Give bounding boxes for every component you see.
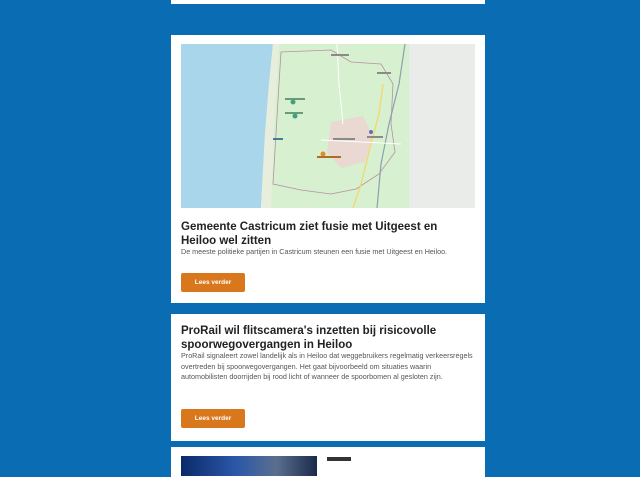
article-image-map[interactable]: [181, 44, 475, 208]
article-description: ProRail signaleert zowel landelijk als in Heiloo dat weggebruikers regelmatig verkeersregels overtreden bij spoorwegovergangen. Het gaat bijvoorbeeld om situaties waarin automobilisten doorrijden bij rood licht of wanneer de spoorbomen al gesloten zijn.: [181, 351, 473, 381]
read-more-button[interactable]: Lees verder: [181, 273, 245, 292]
article-description: De meeste politieke partijen in Castricum steunen een fusie met Uitgeest en Heiloo.: [181, 247, 448, 256]
article-title[interactable]: ProRail wil flitscamera's inzetten bij risicovolle spoorwegovergangen in Heiloo: [181, 325, 437, 351]
article-image[interactable]: [181, 456, 317, 476]
article-title[interactable]: Gemeente Castricum ziet fusie met Uitgeest en Heiloo wel zitten: [181, 221, 438, 247]
read-more-button[interactable]: Lees verder: [181, 409, 245, 428]
article-title-partial: [327, 457, 351, 461]
article-card-previous: [171, 0, 485, 4]
article-card: [171, 35, 485, 303]
map-graphic: [181, 44, 475, 208]
article-card-next: [171, 447, 485, 477]
article-card: [171, 314, 485, 441]
